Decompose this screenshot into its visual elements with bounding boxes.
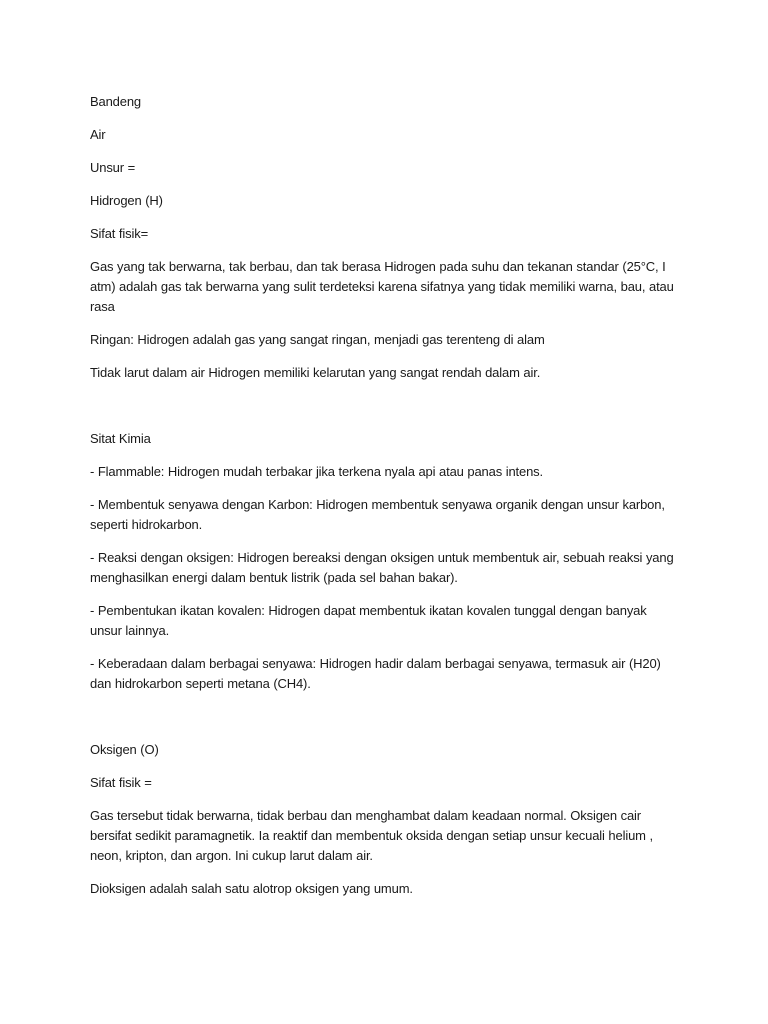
- paragraph-oksigen-gas: Gas tersebut tidak berwarna, tidak berbau dan menghambat dalam keadaan normal. Oksigen cair bersifat sedikit paramagnetik. Ia reaktif dan membentuk oksida dengan setiap unsur kecuali helium , neon, kripton, dan argon. Ini cukup larut dalam air.: [90, 808, 653, 863]
- list-item-ikatan-kovalen: - Pembentukan ikatan kovalen: Hidrogen dapat membentuk ikatan kovalen tunggal dengan banyak unsur lainnya.: [90, 603, 647, 638]
- paragraph-unsur: Unsur =: [90, 160, 136, 175]
- paragraph-dioksigen: Dioksigen adalah salah satu alotrop oksigen yang umum.: [90, 881, 413, 896]
- document-body: [90, 92, 680, 899]
- heading-sifat-kimia: Sitat Kimia: [90, 431, 151, 446]
- list-item-flammable: - Flammable: Hidrogen mudah terbakar jika terkena nyala api atau panas intens.: [90, 464, 543, 479]
- heading-oksigen: Oksigen (O): [90, 742, 159, 757]
- list-item-senyawa-karbon: - Membentuk senyawa dengan Karbon: Hidrogen membentuk senyawa organik dengan unsur karbon, seperti hidrokarbon.: [90, 497, 665, 532]
- paragraph-air: Air: [90, 127, 106, 142]
- heading-hidrogen: Hidrogen (H): [90, 193, 163, 208]
- heading-sifat-fisik-hidrogen: Sifat fisik=: [90, 226, 149, 241]
- paragraph-bandeng: Bandeng: [90, 94, 142, 109]
- list-item-reaksi-oksigen: - Reaksi dengan oksigen: Hidrogen bereaksi dengan oksigen untuk membentuk air, sebuah reaksi yang menghasilkan energi dalam bentuk listrik (pada sel bahan bakar).: [90, 550, 674, 585]
- heading-sifat-fisik-oksigen: Sifat fisik =: [90, 775, 152, 790]
- paragraph-gas-tak-berwarna: Gas yang tak berwarna, tak berbau, dan tak berasa Hidrogen pada suhu dan tekanan standar (25°C, I atm) adalah gas tak berwarna yang sulit terdeteksi karena sifatnya yang tidak memiliki warna, bau, atau rasa: [90, 259, 674, 314]
- list-item-keberadaan-senyawa: - Keberadaan dalam berbagai senyawa: Hidrogen hadir dalam berbagai senyawa, termasuk air (H20) dan hidrokarbon seperti metana (CH4).: [90, 656, 661, 691]
- paragraph-ringan: Ringan: Hidrogen adalah gas yang sangat ringan, menjadi gas terenteng di alam: [90, 332, 545, 347]
- paragraph-tidak-larut: Tidak larut dalam air Hidrogen memiliki kelarutan yang sangat rendah dalam air.: [90, 365, 541, 380]
